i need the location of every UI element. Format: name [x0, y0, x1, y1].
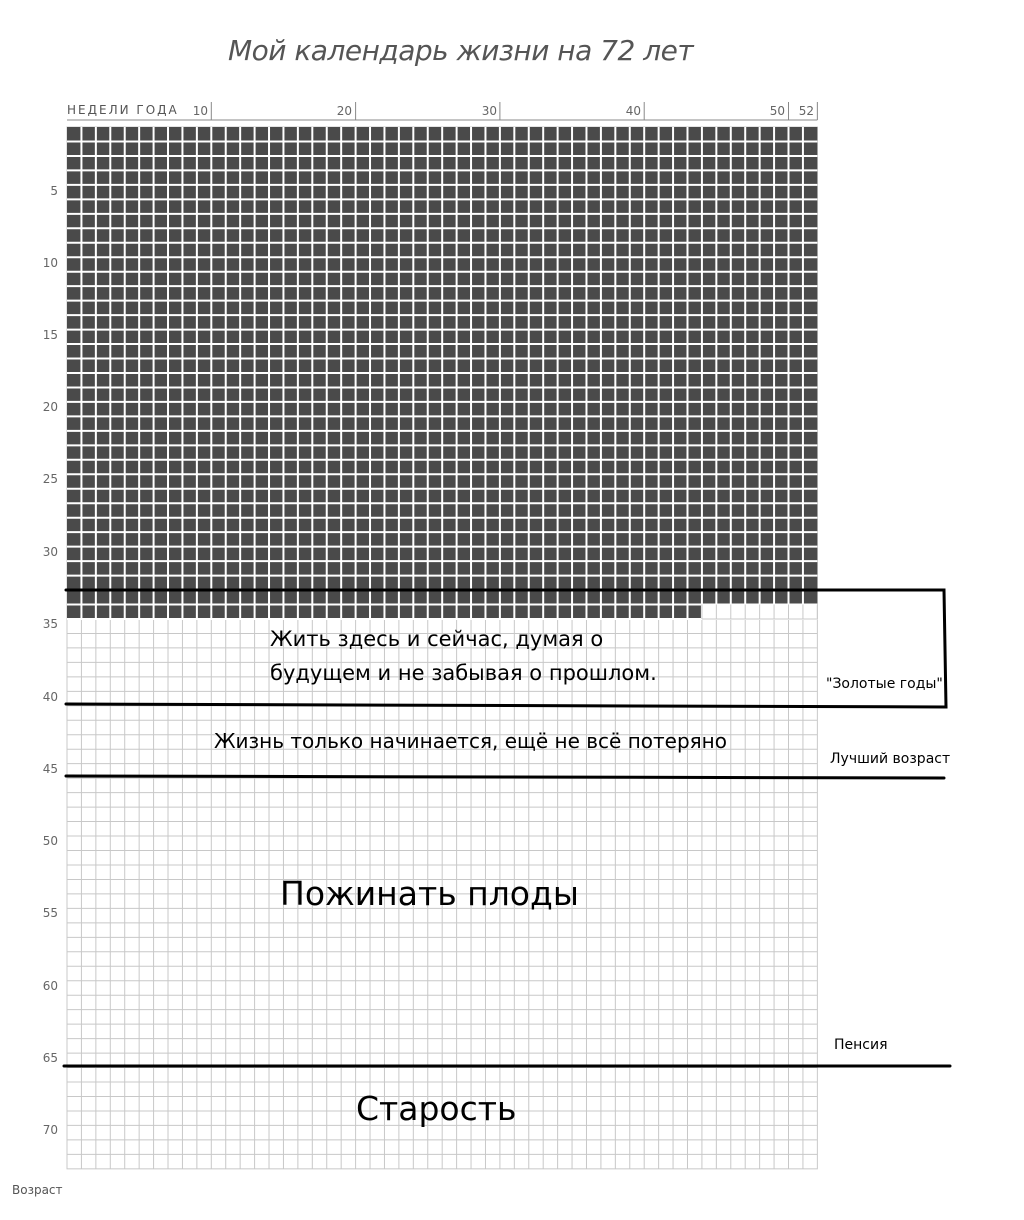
y-tick-35: 35: [42, 617, 58, 631]
x-tick-52: 52: [798, 104, 814, 118]
y-tick-40: 40: [42, 690, 58, 704]
x-tick-20: 20: [336, 104, 352, 118]
page-title: Мой календарь жизни на 72 лет: [228, 34, 694, 67]
best-age-divider: [66, 776, 944, 778]
y-tick-50: 50: [42, 834, 58, 848]
now-note-line2: будущем и не забывая о прошлом.: [270, 661, 657, 685]
reap-fruits-note: Пожинать плоды: [280, 874, 579, 913]
x-tick-40: 40: [625, 104, 641, 118]
y-tick-45: 45: [42, 762, 58, 776]
y-tick-5: 5: [50, 184, 58, 198]
y-tick-25: 25: [42, 472, 58, 486]
y-tick-15: 15: [42, 328, 58, 342]
pension-label: Пенсия: [834, 1037, 888, 1053]
y-tick-20: 20: [42, 400, 58, 414]
now-note-line1: Жить здесь и сейчас, думая о: [270, 627, 604, 651]
y-tick-70: 70: [42, 1123, 58, 1137]
x-tick-10: 10: [192, 104, 208, 118]
x-tick-30: 30: [481, 104, 497, 118]
golden-years-label: "Золотые годы": [826, 676, 943, 692]
y-tick-55: 55: [42, 906, 58, 920]
y-tick-10: 10: [42, 256, 58, 270]
y-tick-30: 30: [42, 545, 58, 559]
life-begins-note: Жизнь только начинается, ещё не всё потеряно: [214, 729, 727, 753]
y-tick-65: 65: [42, 1051, 58, 1065]
y-tick-60: 60: [42, 979, 58, 993]
best-age-label: Лучший возраст: [830, 751, 951, 767]
weeks-header-label: НЕДЕЛИ ГОДА: [67, 103, 179, 117]
x-tick-50: 50: [769, 104, 785, 118]
age-axis-label: Возраст: [12, 1183, 63, 1197]
old-age-note: Старость: [356, 1089, 517, 1128]
